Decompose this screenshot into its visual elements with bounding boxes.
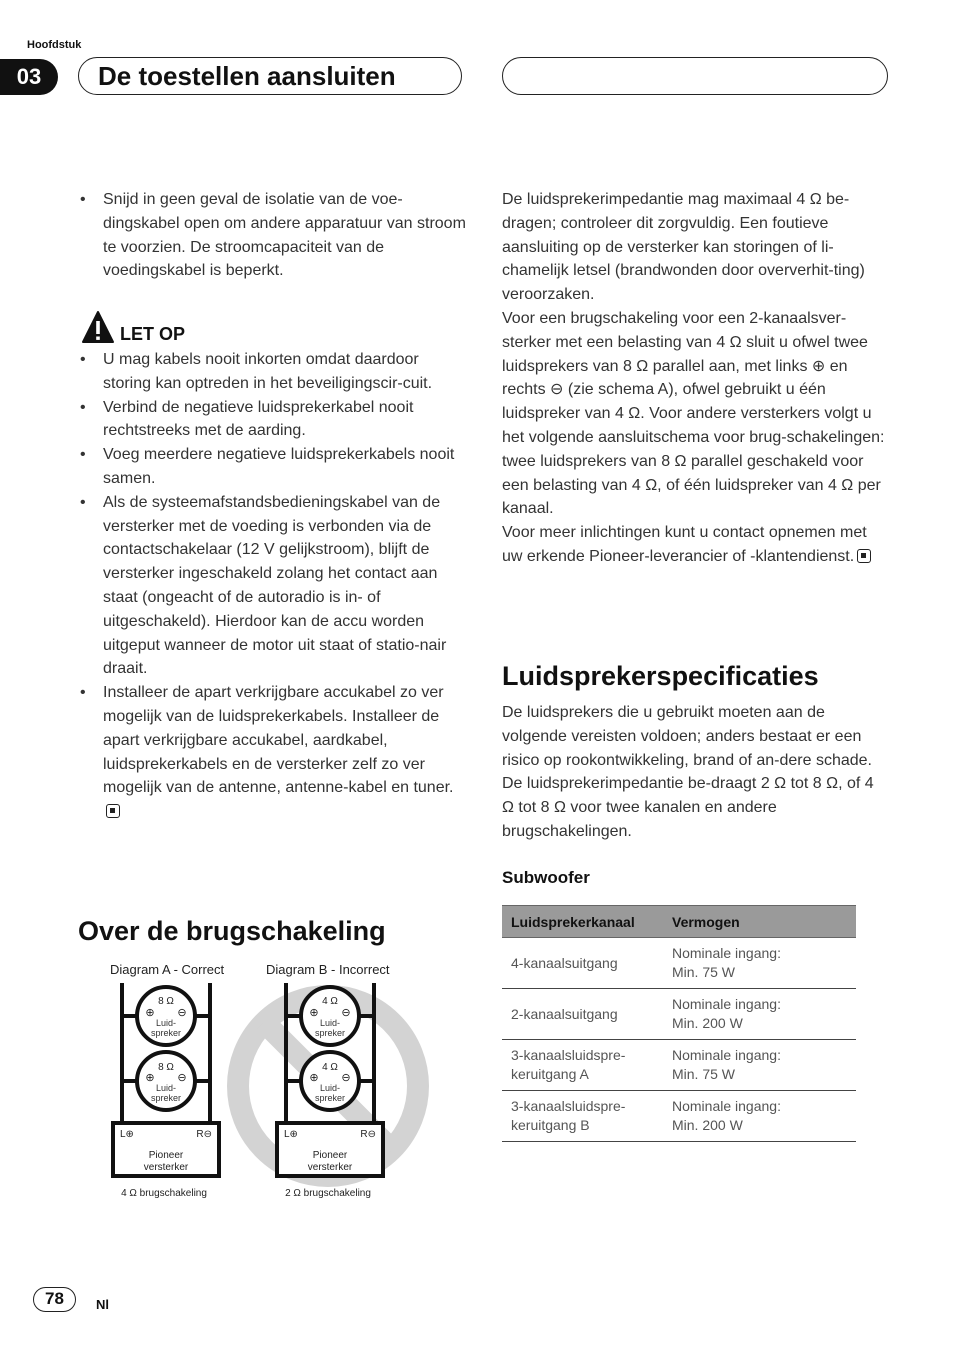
svg-text:Pioneer: Pioneer bbox=[312, 1150, 348, 1161]
channel-cell: 3-kanaalsluidspre-keruitgang B bbox=[502, 1091, 663, 1142]
chapter-number: 03 bbox=[0, 59, 58, 95]
speaker-icon bbox=[137, 1052, 195, 1110]
paragraph: De luidsprekerimpedantie mag maximaal 4 Ω be-dragen; controleer dit zorgvuldig. Een foutieve aansluiting op de versterker kan storingen of li-chamelijk letsel (brandwonden door oververhit-ting) veroorzaken. bbox=[502, 191, 865, 304]
diagram-b-title: Diagram B - Incorrect bbox=[266, 962, 390, 977]
svg-text:8 Ω: 8 Ω bbox=[158, 996, 174, 1007]
svg-text:8 Ω: 8 Ω bbox=[158, 1062, 174, 1073]
svg-text:versterker: versterker bbox=[307, 1162, 353, 1173]
svg-text:Luid-: Luid- bbox=[319, 1018, 341, 1028]
svg-text:⊕: ⊕ bbox=[309, 1007, 319, 1019]
svg-text:spreker: spreker bbox=[150, 1093, 182, 1103]
svg-text:⊕: ⊕ bbox=[145, 1072, 155, 1084]
intro-bullet-list bbox=[78, 188, 466, 283]
caution-header bbox=[78, 310, 378, 346]
svg-text:spreker: spreker bbox=[314, 1028, 346, 1038]
svg-text:R⊖: R⊖ bbox=[360, 1129, 376, 1140]
power-cell bbox=[663, 1091, 856, 1142]
svg-text:R⊖: R⊖ bbox=[196, 1129, 212, 1140]
power-line: Nominale ingang: bbox=[672, 996, 781, 1012]
svg-text:spreker: spreker bbox=[150, 1028, 182, 1038]
speaker-spec-table bbox=[502, 905, 856, 1142]
svg-text:Luid-: Luid- bbox=[155, 1018, 177, 1028]
list-item: • U mag kabels nooit inkorten omdat daardoor storing kan optreden in het beveiligingscir-cuit. bbox=[78, 348, 466, 396]
power-cell bbox=[663, 1040, 856, 1091]
list-item-text: Installeer de apart verkrijgbare accukabel zo ver mogelijk van de luidsprekerkabels. Installeer de apart verkrijgbare accukabel, aardkabel, luidsprekerkabels en de versterker zelf zo ver mogelijk van de antenne, antenne-kabel en tuner. bbox=[103, 684, 454, 797]
power-line: Min. 200 W bbox=[672, 1015, 743, 1031]
svg-text:⊕: ⊕ bbox=[145, 1007, 155, 1019]
warning-icon bbox=[81, 310, 115, 344]
subwoofer-heading: Subwoofer bbox=[502, 868, 590, 887]
svg-text:⊖: ⊖ bbox=[341, 1007, 351, 1019]
diagram-b-caption: 2 Ω brugschakeling bbox=[285, 1188, 371, 1199]
svg-text:⊖: ⊖ bbox=[177, 1072, 187, 1084]
caution-label: LET OP bbox=[120, 324, 186, 344]
svg-text:Luid-: Luid- bbox=[155, 1083, 177, 1093]
power-line: Min. 75 W bbox=[672, 1066, 736, 1082]
power-cell bbox=[663, 989, 856, 1040]
power-cell bbox=[663, 938, 856, 989]
svg-text:4 Ω: 4 Ω bbox=[322, 1062, 338, 1073]
impedance-text bbox=[502, 188, 888, 569]
svg-text:Pioneer: Pioneer bbox=[148, 1150, 184, 1161]
table-row bbox=[502, 989, 856, 1040]
svg-text:spreker: spreker bbox=[314, 1093, 346, 1103]
svg-text:4 Ω: 4 Ω bbox=[322, 996, 338, 1007]
svg-text:L⊕: L⊕ bbox=[120, 1129, 134, 1140]
list-item: • Voeg meerdere negatieve luidsprekerkabels nooit samen. bbox=[78, 443, 466, 491]
channel-cell: 2-kanaalsuitgang bbox=[502, 989, 663, 1040]
diagram-a-caption: 4 Ω brugschakeling bbox=[121, 1188, 207, 1199]
paragraph: Voor een brugschakeling voor een 2-kanaalsver-sterker met een belasting van 4 Ω sluit u ofwel twee luidsprekers van 8 Ω parallel aan, met links ⊕ en rechts ⊖ (zie schema A), ofwel gebruikt u één luidspreker van 4 Ω. Voor andere versterkers volgt u het volgende aansluitschema voor brug-schakelingen: twee luidsprekers van 8 Ω parallel geschakeld voor een belasting van 4 Ω, of één luidspreker van 4 Ω per kanaal. bbox=[502, 309, 885, 518]
table-row bbox=[502, 1040, 856, 1091]
bridge-heading: Over de brugschakeling bbox=[78, 916, 386, 946]
spec-heading: Luidsprekerspecificaties bbox=[502, 661, 819, 691]
page-number: 78 bbox=[33, 1287, 76, 1312]
list-item: • Als de systeemafstandsbedieningskabel van de versterker met de voeding is verbonden via de contactschakelaar (12 V gelijkstroom), blijft de versterker ingeschakeld zolang het contact aan staat (ongeacht of de autoradio is in- of uitgeschakeld). Hierdoor kan de accu worden uitgeput wanneer de motor uit staat of statio-nair draait. bbox=[78, 491, 466, 681]
chapter-kicker: Hoofdstuk bbox=[27, 39, 82, 51]
list-item: • Verbind de negatieve luidsprekerkabel nooit rechtstreeks met de aarding. bbox=[78, 396, 466, 444]
table-row bbox=[502, 1091, 856, 1142]
column-header: Vermogen bbox=[663, 906, 856, 938]
svg-text:⊖: ⊖ bbox=[177, 1007, 187, 1019]
power-line: Nominale ingang: bbox=[672, 1098, 781, 1114]
svg-text:Luid-: Luid- bbox=[319, 1083, 341, 1093]
speaker-icon bbox=[301, 987, 359, 1045]
table-header-row bbox=[502, 906, 856, 938]
svg-text:⊖: ⊖ bbox=[341, 1072, 351, 1084]
speaker-icon bbox=[137, 987, 195, 1045]
channel-cell: 4-kanaalsuitgang bbox=[502, 938, 663, 989]
section-title-frame bbox=[502, 57, 888, 95]
svg-text:versterker: versterker bbox=[143, 1162, 189, 1173]
paragraph-text: Voor meer inlichtingen kunt u contact opnemen met uw erkende Pioneer-leverancier of -klantendienst. bbox=[502, 524, 867, 565]
speaker-icon bbox=[301, 1052, 359, 1110]
svg-text:⊕: ⊕ bbox=[309, 1072, 319, 1084]
channel-cell: 3-kanaalsluidspre-keruitgang A bbox=[502, 1040, 663, 1091]
table-row bbox=[502, 938, 856, 989]
list-item bbox=[78, 681, 466, 824]
list-item: • Snijd in geen geval de isolatie van de voe-dingskabel open om andere apparatuur van stroom te voorzien. De stroomcapaciteit van de voedingskabel is beperkt. bbox=[78, 188, 466, 283]
svg-text:L⊕: L⊕ bbox=[284, 1129, 298, 1140]
spec-text: De luidsprekers die u gebruikt moeten aan de volgende vereisten voldoen; anders bestaat er een risico op rookontwikkeling, brand of an-dere schade. De luidsprekerimpedantie be-draagt 2 Ω tot 8 Ω, of 4 Ω tot 8 Ω voor twee kanalen en andere brugschakelingen. bbox=[502, 704, 874, 840]
caution-bullet-list bbox=[78, 348, 466, 824]
bridge-diagrams bbox=[100, 958, 440, 1208]
diagram-a-title: Diagram A - Correct bbox=[110, 962, 225, 977]
power-line: Nominale ingang: bbox=[672, 945, 781, 961]
end-mark-icon bbox=[857, 549, 871, 563]
language-code: Nl bbox=[96, 1297, 109, 1312]
paragraph bbox=[502, 521, 888, 569]
power-line: Nominale ingang: bbox=[672, 1047, 781, 1063]
chapter-title: De toestellen aansluiten bbox=[98, 61, 396, 91]
end-mark-icon bbox=[106, 804, 120, 818]
power-line: Min. 200 W bbox=[672, 1117, 743, 1133]
power-line: Min. 75 W bbox=[672, 964, 736, 980]
column-header: Luidsprekerkanaal bbox=[502, 906, 663, 938]
